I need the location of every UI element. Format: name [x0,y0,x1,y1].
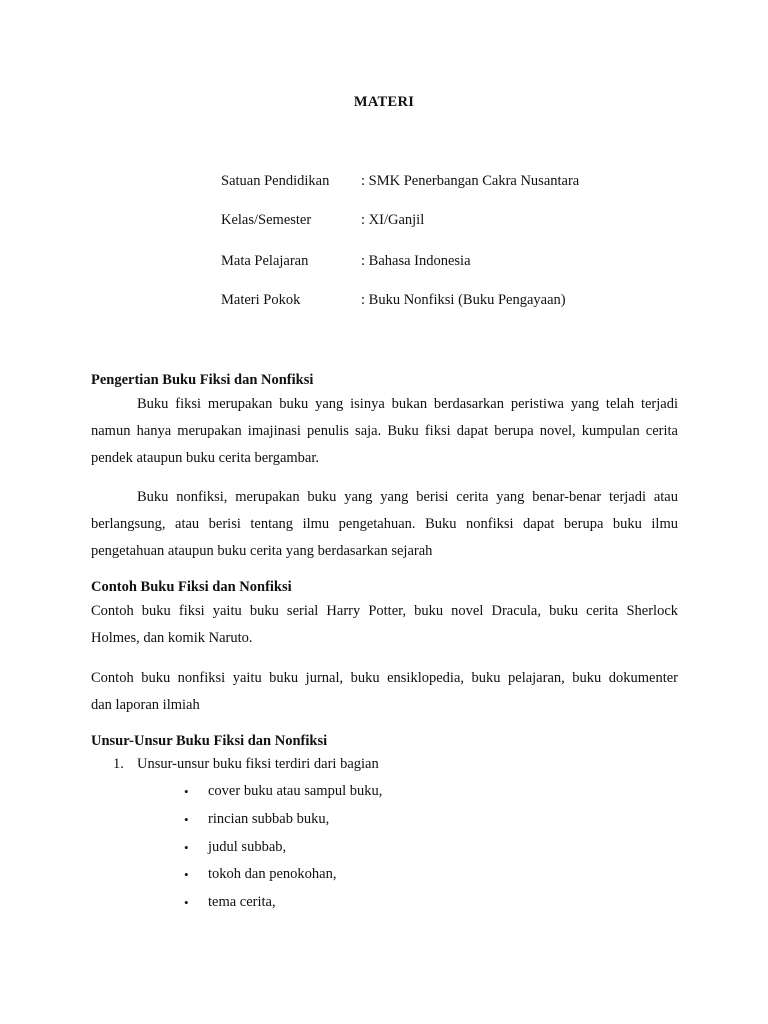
bullet-icon: • [184,867,189,883]
meta-value: : Buku Nonfiksi (Buku Pengayaan) [361,292,566,308]
meta-row-mata-pelajaran [221,251,681,271]
bullet-text: tema cerita, [208,894,276,911]
list-number: 1. [113,756,124,772]
meta-label: Satuan Pendidikan [221,173,330,189]
meta-row-satuan-pendidikan [221,171,681,191]
bullet-list-item [118,778,678,806]
bullet-icon: • [184,895,189,911]
bullet-list-item [118,889,678,917]
paragraph-line: Contoh buku nonfiksi yaitu buku jurnal, buku ensiklopedia, buku pelajaran, buku dokumenter [91,670,678,686]
bullet-text: cover buku atau sampul buku, [208,783,383,799]
paragraph-buku-fiksi [91,391,678,472]
meta-value: : SMK Penerbangan Cakra Nusantara [361,173,580,189]
bullet-list-item [118,806,678,834]
meta-label: Mata Pelajaran [221,253,309,269]
bullet-icon: • [184,811,189,827]
section-heading-unsur: Unsur-Unsur Buku Fiksi dan Nonfiksi [91,733,328,749]
page-title: MATERI [353,94,415,110]
section-heading-pengertian: Pengertian Buku Fiksi dan Nonfiksi [91,372,314,388]
paragraph-contoh-nonfiksi [91,665,678,719]
paragraph-line: pendek ataupun buku cerita bergambar. [91,450,320,466]
paragraph-line: namun hanya merupakan imajinasi penulis saja. Buku fiksi dapat berupa novel, kumpulan cerita [91,423,678,439]
numbered-list-item [91,751,678,917]
paragraph-line: pengetahuan ataupun buku cerita yang berdasarkan sejarah [91,543,433,559]
bullet-icon: • [184,784,189,799]
bullet-icon: • [184,839,189,855]
meta-value: : Bahasa Indonesia [361,253,471,269]
bullet-text: rincian subbab buku, [208,810,330,827]
paragraph-line: berlangsung, atau berisi tentang ilmu pengetahuan. Buku nonfiksi dapat berupa buku ilmu [91,516,678,532]
paragraph-line: Buku fiksi merupakan buku yang isinya bukan berdasarkan peristiwa yang telah terjadi [137,396,678,412]
bullet-list-item [118,861,678,889]
paragraph-buku-nonfiksi [91,484,678,565]
paragraph-line: Contoh buku fiksi yaitu buku serial Harry Potter, buku novel Dracula, buku cerita Sherlock [91,603,678,619]
meta-row-materi-pokok [221,290,681,310]
bullet-text: judul subbab, [208,838,287,855]
paragraph-line: Buku nonfiksi, merupakan buku yang yang berisi cerita yang benar-benar terjadi atau [137,489,678,505]
document-body [91,370,678,917]
bullet-list-item [118,834,678,862]
section-heading-contoh: Contoh Buku Fiksi dan Nonfiksi [91,579,292,595]
bullet-list [118,778,678,917]
meta-label: Materi Pokok [221,292,301,308]
meta-row-kelas-semester [221,210,681,230]
meta-value: : XI/Ganjil [361,212,425,228]
paragraph-line: Holmes, dan komik Naruto. [91,630,253,646]
list-item-text: Unsur-unsur buku fiksi terdiri dari bagian [137,756,379,772]
paragraph-contoh-fiksi [91,598,678,652]
numbered-list [91,751,678,917]
paragraph-line: dan laporan ilmiah [91,697,200,713]
meta-label: Kelas/Semester [221,212,312,228]
bullet-text: tokoh dan penokohan, [208,866,337,883]
